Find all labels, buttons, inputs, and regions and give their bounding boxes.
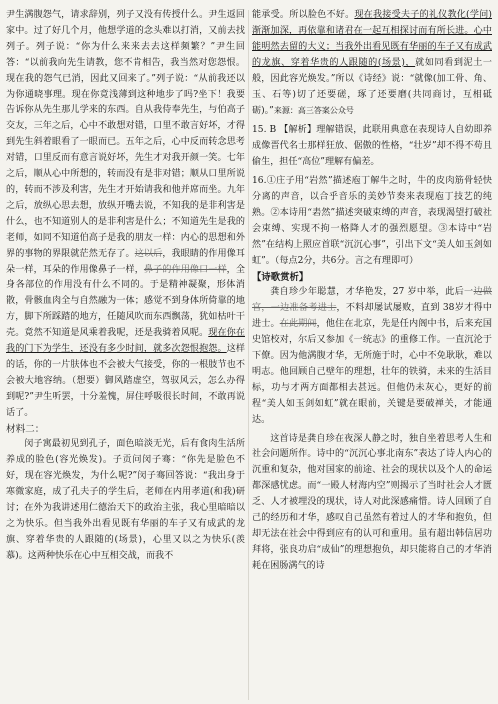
underlined-text: 现在我接受夫子的礼仪教化(学问)渐渐加深，再依靠和诸君在一起互相探讨而有所长进。心中能明然去留的大义；当我外出看见既有华丽的车子又有成武的龙旗、穿着华贵的人跟随的(场景)，: [252, 10, 492, 68]
stamped-text: 这以后: [134, 248, 163, 259]
stamped-text: 边做官，一边准备考进士: [252, 287, 492, 314]
text-span: 龚自珍少年聪慧，才华艳发，27 岁中举，此后一: [270, 287, 474, 298]
stamped-text: 鼻子的作用像口一样: [143, 264, 227, 275]
underlined-text: 现在你在我的门下为学生，还没有多少时间，就多次怨恨抱怨。: [6, 328, 245, 355]
translation-paragraph-1: [6, 8, 245, 422]
appreciation-paragraph-2: 这首诗是龚自珍在夜深人静之时，独自坐着思考人生和社会问题所作。诗中的“沉沉心事北南东”表达了诗人内心的沉重和复杂，他对国家的前途、社会的现状以及个人的命运都深感忧虑。而“一殿人材海内空”则揭示了当时社会人才匮乏、人才被埋没的现状，诗人对此深感痛惜。诗人回顾了自己的经历和才华，感叹自己虽然有着过人的才华和抱负，但却无法在社会中得到应有的认可和重用。虽有超出韩信居功拜将，张良功启“成仙”的理想抱负，却只能将自己的才华消耗在困肠满气的诗: [252, 433, 492, 571]
right-column: [252, 8, 492, 575]
answer-15: 15. B 【解析】理解错误，此联用典意在表现诗人自幼即养成像晋代名士那样狂放、倨傲的性格，“壮岁”却不得不苟且偷生，担任“高位”理解有偏差。: [252, 125, 492, 168]
text-span: 就如同看到泥土一般，因此容光焕发。”所以《诗经》说：“就像(加工骨、角、玉、石等)切了还要磋，琢了还要磨(共同商讨，互相砥砺)。”: [252, 57, 492, 117]
text-span: ，他住在北京，先是任内阁中书，后来充国史馆校对，尔后又参加《一统志》的重修工作。一直沉沦于下僚。因为他满腹才华，无所施于时，心中不免耿耿，难以明志。他回顾自己壁年的理想，壮年的铁骑，未来的生活目标，功与才两方面都相去甚远。但他仍未灰心，更好的前程“美人如玉剑如虹”就在眼前，关键是要破禅关，才能通达。: [252, 319, 492, 425]
text-span: 能承受。所以脸色不好。: [252, 10, 355, 20]
answer-16: 16.①庄子用“岩然”描述庖丁解牛之时，牛的皮肉筋骨轻快分离的声音，以合乎音乐的美妙节奏来表现庖丁技艺的纯熟。②本诗用“砉然”描述突破束缚的声音，表现渴望打破社会束缚、实现不拘一格降人才的强烈愿望。③本诗中“岩然”在结构上照应首联“沉沉心事”，引出下文“美人如玉剑如虹”。（每点2分，共6分。言之有理即可）: [252, 176, 492, 266]
stamped-text: 在此期间: [279, 319, 317, 330]
text-span: ，不料却屡试屡败，直到 38岁才得中进士。: [252, 303, 492, 330]
material-two-heading: 材料二：: [6, 423, 45, 435]
text-span: 这样的话，你的一片肤体也不会被大气接受，你的一根肢节也不会被大地容纳。（想要）御风踏虚空，驾驭风云，怎么办得到呢?”尹生听罢，十分羞愧，屏住呼吸很长时间，不敢再说话了。: [6, 344, 245, 418]
poem-appreciation-heading: 【诗歌赏析】: [252, 271, 309, 283]
left-column: [6, 8, 245, 565]
translation-paragraph-2: 闵子寓最初见到孔子，面色暗淡无光，后有食肉生活所养成的脸色(容光焕发)。子贡问闵子骞：“你先是脸色不好，现在容光焕发，为什么呢?”闵子骞回答说：“我出身于寒微家庭，成了孔夫子的学生后，老师在内用孝道(和我)研讨；在外为我讲述用仁德治天下的政治主张，我心里暗暗以之为快乐。但当我外出看见既有华丽的车子又有成武的龙旗、穿着华贵的人跟随的(场景)，心里又以之为快乐(羡慕)。这两种快乐在心中互相交战，而我不: [6, 439, 245, 561]
translation-paragraph-continued: [252, 8, 492, 120]
column-divider: [248, 10, 249, 700]
source-note: 来源：高三答案公众号: [273, 106, 354, 116]
text-span: ，我眼睛的作用像耳朵一样，耳朵的作用像鼻子一样，: [6, 248, 245, 275]
appreciation-paragraph-1: [252, 285, 492, 428]
text-span: ，全身各部位的作用没有什么不同的。于是精神凝聚，形体消散，骨骸血肉全与自然融为一体；感觉不到身体所倚靠的地方，脚下所踩踏的地方，任随风吹而东西飘荡，犹如枯叶干壳。竟然不知道是风乘着我呢，还是我骑着风呢。: [6, 264, 245, 339]
text-span: 尹生满腹怨气，请求辞别，列子又没有传授什么。尹生返回家中。过了好几个月，他想学道的念头难以打消，又前去找列子。列子说：“你为什么来来去去这样频繁？”尹生回答：“以前我向先生请教，您不肯相告，我当然对您怨恨。现在我的怨气已消，因此又回来了。”列子说：“从前我还以为你通晓事理。现在你竟浅薄到这种地步了吗?坐下！我要告诉你从先生那儿学来的东西。自从我侍奉先生，与伯高子交友，三年之后，心中不敢想对错，口里不敢言好坏，才得到先生斜着眼看了一眼而已。五年之后，心中反而转念思考对错，口里反而有意言说好坏，先生才对我开颜一笑。七年之后，顺从心中所想的，转而没有是非对错；顺从口里所说的，转而不涉及利害，先生才开始请我和他并席而坐。九年之后，放纵心思去想，放纵开嘴去说，不知我的是非利害是什么，也不知道别人的是非利害是什么；不知道先生是我的老师，如同不知道伯高子是我的朋友一样：内心的思想和外界的事物的界限就茫然无存了。: [6, 10, 245, 259]
